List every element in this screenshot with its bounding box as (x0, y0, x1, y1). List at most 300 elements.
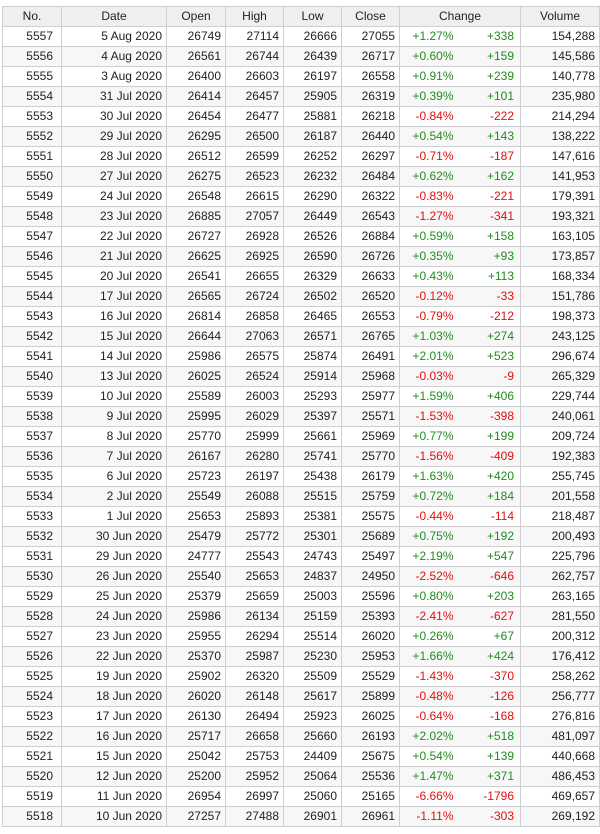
table-row[interactable] (3, 727, 600, 747)
cell-change-percent: -0.79% (400, 307, 460, 327)
cell-no: 5533 (3, 507, 62, 527)
cell-low: 25905 (284, 87, 342, 107)
cell-date: 13 Jul 2020 (62, 367, 167, 387)
cell-change-points: -303 (460, 807, 521, 827)
cell-high: 26280 (226, 447, 284, 467)
cell-change-percent: +2.19% (400, 547, 460, 567)
cell-low: 25515 (284, 487, 342, 507)
cell-change-points: +518 (460, 727, 521, 747)
cell-low: 26502 (284, 287, 342, 307)
cell-no: 5523 (3, 707, 62, 727)
cell-open: 26561 (167, 47, 226, 67)
cell-high: 26197 (226, 467, 284, 487)
cell-change-points: -409 (460, 447, 521, 467)
cell-close: 26440 (342, 127, 400, 147)
cell-low: 26232 (284, 167, 342, 187)
cell-no: 5545 (3, 267, 62, 287)
cell-change-percent: +0.62% (400, 167, 460, 187)
cell-high: 26603 (226, 67, 284, 87)
cell-no: 5521 (3, 747, 62, 767)
cell-volume: 145,586 (521, 47, 600, 67)
cell-change-points: +420 (460, 467, 521, 487)
cell-change-percent: +0.80% (400, 587, 460, 607)
cell-open: 25042 (167, 747, 226, 767)
cell-no: 5535 (3, 467, 62, 487)
column-header-open[interactable]: Open (167, 7, 226, 27)
price-table-container (2, 6, 600, 827)
column-header-close[interactable]: Close (342, 7, 400, 27)
table-row[interactable] (3, 547, 600, 567)
table-row[interactable] (3, 387, 600, 407)
cell-close: 24950 (342, 567, 400, 587)
cell-no: 5518 (3, 807, 62, 827)
cell-change-points: -222 (460, 107, 521, 127)
table-row[interactable] (3, 347, 600, 367)
table-row[interactable] (3, 647, 600, 667)
cell-close: 25689 (342, 527, 400, 547)
column-header-volume[interactable]: Volume (521, 7, 600, 27)
cell-date: 20 Jul 2020 (62, 267, 167, 287)
cell-volume: 281,550 (521, 607, 600, 627)
cell-volume: 235,980 (521, 87, 600, 107)
cell-date: 8 Jul 2020 (62, 427, 167, 447)
cell-open: 25653 (167, 507, 226, 527)
table-row[interactable] (3, 507, 600, 527)
cell-low: 25159 (284, 607, 342, 627)
cell-high: 25543 (226, 547, 284, 567)
column-header-no[interactable]: No. (3, 7, 62, 27)
cell-volume: 269,192 (521, 807, 600, 827)
cell-volume: 263,165 (521, 587, 600, 607)
cell-high: 25987 (226, 647, 284, 667)
cell-low: 25003 (284, 587, 342, 607)
cell-date: 16 Jul 2020 (62, 307, 167, 327)
column-header-high[interactable]: High (226, 7, 284, 27)
cell-change-percent: +0.43% (400, 267, 460, 287)
cell-close: 25953 (342, 647, 400, 667)
cell-open: 26295 (167, 127, 226, 147)
cell-volume: 262,757 (521, 567, 600, 587)
cell-high: 25653 (226, 567, 284, 587)
cell-date: 6 Jul 2020 (62, 467, 167, 487)
table-row[interactable] (3, 747, 600, 767)
cell-open: 26885 (167, 207, 226, 227)
cell-date: 30 Jul 2020 (62, 107, 167, 127)
table-row[interactable] (3, 427, 600, 447)
cell-date: 24 Jul 2020 (62, 187, 167, 207)
cell-change-percent: +1.66% (400, 647, 460, 667)
cell-change-points: -1796 (460, 787, 521, 807)
cell-change-points: +424 (460, 647, 521, 667)
cell-change-percent: -0.71% (400, 147, 460, 167)
cell-high: 26997 (226, 787, 284, 807)
cell-volume: 163,105 (521, 227, 600, 247)
cell-open: 26644 (167, 327, 226, 347)
cell-high: 26724 (226, 287, 284, 307)
cell-no: 5520 (3, 767, 62, 787)
cell-high: 25893 (226, 507, 284, 527)
cell-close: 25571 (342, 407, 400, 427)
cell-low: 25060 (284, 787, 342, 807)
cell-close: 26884 (342, 227, 400, 247)
cell-low: 25741 (284, 447, 342, 467)
table-row[interactable] (3, 327, 600, 347)
cell-change-points: +113 (460, 267, 521, 287)
cell-high: 25952 (226, 767, 284, 787)
cell-change-percent: +1.63% (400, 467, 460, 487)
table-row[interactable] (3, 607, 600, 627)
cell-change-percent: -2.52% (400, 567, 460, 587)
cell-date: 9 Jul 2020 (62, 407, 167, 427)
cell-high: 25999 (226, 427, 284, 447)
cell-no: 5555 (3, 67, 62, 87)
cell-date: 23 Jul 2020 (62, 207, 167, 227)
cell-close: 25968 (342, 367, 400, 387)
cell-close: 26491 (342, 347, 400, 367)
cell-low: 25509 (284, 667, 342, 687)
cell-date: 17 Jun 2020 (62, 707, 167, 727)
cell-open: 25986 (167, 607, 226, 627)
cell-date: 30 Jun 2020 (62, 527, 167, 547)
cell-volume: 469,657 (521, 787, 600, 807)
cell-open: 25902 (167, 667, 226, 687)
cell-open: 25540 (167, 567, 226, 587)
cell-low: 26329 (284, 267, 342, 287)
cell-high: 26029 (226, 407, 284, 427)
cell-open: 24777 (167, 547, 226, 567)
cell-high: 26500 (226, 127, 284, 147)
cell-high: 26599 (226, 147, 284, 167)
table-row[interactable] (3, 67, 600, 87)
cell-date: 29 Jun 2020 (62, 547, 167, 567)
cell-date: 14 Jul 2020 (62, 347, 167, 367)
cell-change-percent: +0.26% (400, 627, 460, 647)
cell-no: 5540 (3, 367, 62, 387)
cell-change-percent: +0.72% (400, 487, 460, 507)
cell-change-points: -341 (460, 207, 521, 227)
cell-no: 5526 (3, 647, 62, 667)
cell-close: 26765 (342, 327, 400, 347)
cell-low: 25874 (284, 347, 342, 367)
cell-volume: 440,668 (521, 747, 600, 767)
cell-change-points: +184 (460, 487, 521, 507)
table-row[interactable] (3, 127, 600, 147)
table-row[interactable] (3, 207, 600, 227)
cell-high: 26655 (226, 267, 284, 287)
cell-no: 5553 (3, 107, 62, 127)
cell-volume: 192,383 (521, 447, 600, 467)
cell-volume: 198,373 (521, 307, 600, 327)
cell-close: 26484 (342, 167, 400, 187)
table-row[interactable] (3, 47, 600, 67)
cell-change-percent: +1.59% (400, 387, 460, 407)
cell-low: 26290 (284, 187, 342, 207)
cell-change-percent: -1.56% (400, 447, 460, 467)
cell-date: 5 Aug 2020 (62, 27, 167, 47)
cell-low: 25660 (284, 727, 342, 747)
cell-close: 26025 (342, 707, 400, 727)
cell-open: 25379 (167, 587, 226, 607)
cell-no: 5543 (3, 307, 62, 327)
cell-low: 25301 (284, 527, 342, 547)
cell-close: 26322 (342, 187, 400, 207)
cell-high: 27063 (226, 327, 284, 347)
cell-close: 25575 (342, 507, 400, 527)
table-row[interactable] (3, 367, 600, 387)
cell-no: 5542 (3, 327, 62, 347)
cell-no: 5551 (3, 147, 62, 167)
cell-low: 24743 (284, 547, 342, 567)
cell-low: 25293 (284, 387, 342, 407)
cell-change-points: -168 (460, 707, 521, 727)
cell-low: 26439 (284, 47, 342, 67)
table-row[interactable] (3, 267, 600, 287)
table-row[interactable] (3, 687, 600, 707)
cell-volume: 240,061 (521, 407, 600, 427)
cell-change-percent: +0.77% (400, 427, 460, 447)
cell-low: 25514 (284, 627, 342, 647)
cell-no: 5554 (3, 87, 62, 107)
cell-open: 26025 (167, 367, 226, 387)
cell-no: 5522 (3, 727, 62, 747)
cell-high: 25772 (226, 527, 284, 547)
cell-high: 26494 (226, 707, 284, 727)
cell-low: 25397 (284, 407, 342, 427)
cell-no: 5546 (3, 247, 62, 267)
cell-close: 26319 (342, 87, 400, 107)
cell-change-points: +67 (460, 627, 521, 647)
cell-low: 26465 (284, 307, 342, 327)
table-row[interactable] (3, 767, 600, 787)
cell-change-points: -187 (460, 147, 521, 167)
cell-no: 5549 (3, 187, 62, 207)
cell-change-points: +547 (460, 547, 521, 567)
table-row[interactable] (3, 787, 600, 807)
cell-date: 12 Jun 2020 (62, 767, 167, 787)
cell-low: 26526 (284, 227, 342, 247)
table-row[interactable] (3, 87, 600, 107)
cell-low: 25438 (284, 467, 342, 487)
cell-open: 25995 (167, 407, 226, 427)
cell-high: 26148 (226, 687, 284, 707)
cell-change-percent: +0.91% (400, 67, 460, 87)
cell-change-points: +371 (460, 767, 521, 787)
table-row[interactable] (3, 187, 600, 207)
table-row[interactable] (3, 707, 600, 727)
table-row[interactable] (3, 587, 600, 607)
cell-date: 7 Jul 2020 (62, 447, 167, 467)
cell-change-percent: -1.53% (400, 407, 460, 427)
cell-change-points: -646 (460, 567, 521, 587)
cell-close: 26520 (342, 287, 400, 307)
cell-open: 26814 (167, 307, 226, 327)
cell-change-percent: +1.27% (400, 27, 460, 47)
cell-change-percent: +0.54% (400, 747, 460, 767)
cell-close: 25770 (342, 447, 400, 467)
cell-close: 26543 (342, 207, 400, 227)
table-row[interactable] (3, 247, 600, 267)
cell-low: 25230 (284, 647, 342, 667)
table-row[interactable] (3, 407, 600, 427)
cell-close: 25977 (342, 387, 400, 407)
cell-close: 26717 (342, 47, 400, 67)
cell-low: 26666 (284, 27, 342, 47)
cell-change-points: -212 (460, 307, 521, 327)
table-row[interactable] (3, 27, 600, 47)
cell-change-percent: +1.47% (400, 767, 460, 787)
cell-change-points: +93 (460, 247, 521, 267)
cell-volume: 265,329 (521, 367, 600, 387)
table-row[interactable] (3, 667, 600, 687)
cell-open: 26020 (167, 687, 226, 707)
cell-volume: 218,487 (521, 507, 600, 527)
cell-high: 26320 (226, 667, 284, 687)
cell-no: 5528 (3, 607, 62, 627)
table-row[interactable] (3, 307, 600, 327)
cell-no: 5532 (3, 527, 62, 547)
table-row[interactable] (3, 487, 600, 507)
column-header-date[interactable]: Date (62, 7, 167, 27)
table-row[interactable] (3, 287, 600, 307)
cell-change-points: +338 (460, 27, 521, 47)
cell-open: 26541 (167, 267, 226, 287)
cell-volume: 168,334 (521, 267, 600, 287)
cell-open: 26454 (167, 107, 226, 127)
cell-change-percent: +2.02% (400, 727, 460, 747)
cell-date: 26 Jun 2020 (62, 567, 167, 587)
cell-change-points: -126 (460, 687, 521, 707)
cell-date: 16 Jun 2020 (62, 727, 167, 747)
column-header-change[interactable]: Change (400, 7, 521, 27)
cell-open: 25479 (167, 527, 226, 547)
cell-change-percent: -0.64% (400, 707, 460, 727)
cell-high: 26003 (226, 387, 284, 407)
cell-close: 25529 (342, 667, 400, 687)
cell-no: 5541 (3, 347, 62, 367)
cell-change-percent: -0.12% (400, 287, 460, 307)
cell-high: 26575 (226, 347, 284, 367)
cell-open: 25589 (167, 387, 226, 407)
cell-no: 5527 (3, 627, 62, 647)
cell-close: 25969 (342, 427, 400, 447)
cell-date: 21 Jul 2020 (62, 247, 167, 267)
cell-date: 1 Jul 2020 (62, 507, 167, 527)
table-row[interactable] (3, 167, 600, 187)
cell-close: 26179 (342, 467, 400, 487)
cell-open: 25717 (167, 727, 226, 747)
cell-low: 26590 (284, 247, 342, 267)
cell-high: 26928 (226, 227, 284, 247)
cell-change-percent: +1.03% (400, 327, 460, 347)
cell-change-points: +406 (460, 387, 521, 407)
cell-open: 25200 (167, 767, 226, 787)
table-row[interactable] (3, 147, 600, 167)
column-header-low[interactable]: Low (284, 7, 342, 27)
cell-change-points: +239 (460, 67, 521, 87)
cell-close: 26218 (342, 107, 400, 127)
cell-volume: 154,288 (521, 27, 600, 47)
cell-close: 26558 (342, 67, 400, 87)
cell-no: 5547 (3, 227, 62, 247)
cell-close: 26633 (342, 267, 400, 287)
cell-open: 25986 (167, 347, 226, 367)
cell-no: 5537 (3, 427, 62, 447)
cell-change-points: +158 (460, 227, 521, 247)
cell-high: 26457 (226, 87, 284, 107)
cell-change-percent: +0.60% (400, 47, 460, 67)
cell-low: 26187 (284, 127, 342, 147)
cell-no: 5550 (3, 167, 62, 187)
table-row[interactable] (3, 467, 600, 487)
cell-no: 5557 (3, 27, 62, 47)
cell-open: 26954 (167, 787, 226, 807)
cell-low: 25914 (284, 367, 342, 387)
cell-change-percent: -0.44% (400, 507, 460, 527)
cell-volume: 201,558 (521, 487, 600, 507)
cell-low: 25381 (284, 507, 342, 527)
cell-volume: 141,953 (521, 167, 600, 187)
cell-change-points: +523 (460, 347, 521, 367)
cell-high: 26523 (226, 167, 284, 187)
cell-change-points: +159 (460, 47, 521, 67)
cell-close: 26961 (342, 807, 400, 827)
cell-change-percent: -0.03% (400, 367, 460, 387)
cell-date: 24 Jun 2020 (62, 607, 167, 627)
cell-date: 17 Jul 2020 (62, 287, 167, 307)
cell-volume: 229,744 (521, 387, 600, 407)
cell-date: 2 Jul 2020 (62, 487, 167, 507)
cell-low: 26197 (284, 67, 342, 87)
cell-low: 24837 (284, 567, 342, 587)
table-row[interactable] (3, 447, 600, 467)
cell-date: 29 Jul 2020 (62, 127, 167, 147)
cell-low: 25923 (284, 707, 342, 727)
table-row[interactable] (3, 627, 600, 647)
table-header-row (3, 7, 600, 27)
cell-close: 27055 (342, 27, 400, 47)
cell-no: 5536 (3, 447, 62, 467)
cell-change-points: +192 (460, 527, 521, 547)
cell-date: 11 Jun 2020 (62, 787, 167, 807)
cell-close: 25497 (342, 547, 400, 567)
table-row[interactable] (3, 227, 600, 247)
cell-open: 26625 (167, 247, 226, 267)
cell-no: 5525 (3, 667, 62, 687)
cell-change-percent: -0.84% (400, 107, 460, 127)
table-row[interactable] (3, 807, 600, 827)
cell-close: 25165 (342, 787, 400, 807)
cell-change-points: +274 (460, 327, 521, 347)
cell-open: 25770 (167, 427, 226, 447)
table-row[interactable] (3, 527, 600, 547)
cell-volume: 258,262 (521, 667, 600, 687)
cell-low: 25064 (284, 767, 342, 787)
table-row[interactable] (3, 107, 600, 127)
cell-date: 27 Jul 2020 (62, 167, 167, 187)
cell-volume: 140,778 (521, 67, 600, 87)
cell-high: 27488 (226, 807, 284, 827)
table-row[interactable] (3, 567, 600, 587)
cell-high: 27114 (226, 27, 284, 47)
cell-low: 25617 (284, 687, 342, 707)
cell-volume: 255,745 (521, 467, 600, 487)
cell-volume: 486,453 (521, 767, 600, 787)
cell-close: 25536 (342, 767, 400, 787)
cell-date: 22 Jul 2020 (62, 227, 167, 247)
cell-no: 5539 (3, 387, 62, 407)
cell-no: 5544 (3, 287, 62, 307)
cell-date: 28 Jul 2020 (62, 147, 167, 167)
